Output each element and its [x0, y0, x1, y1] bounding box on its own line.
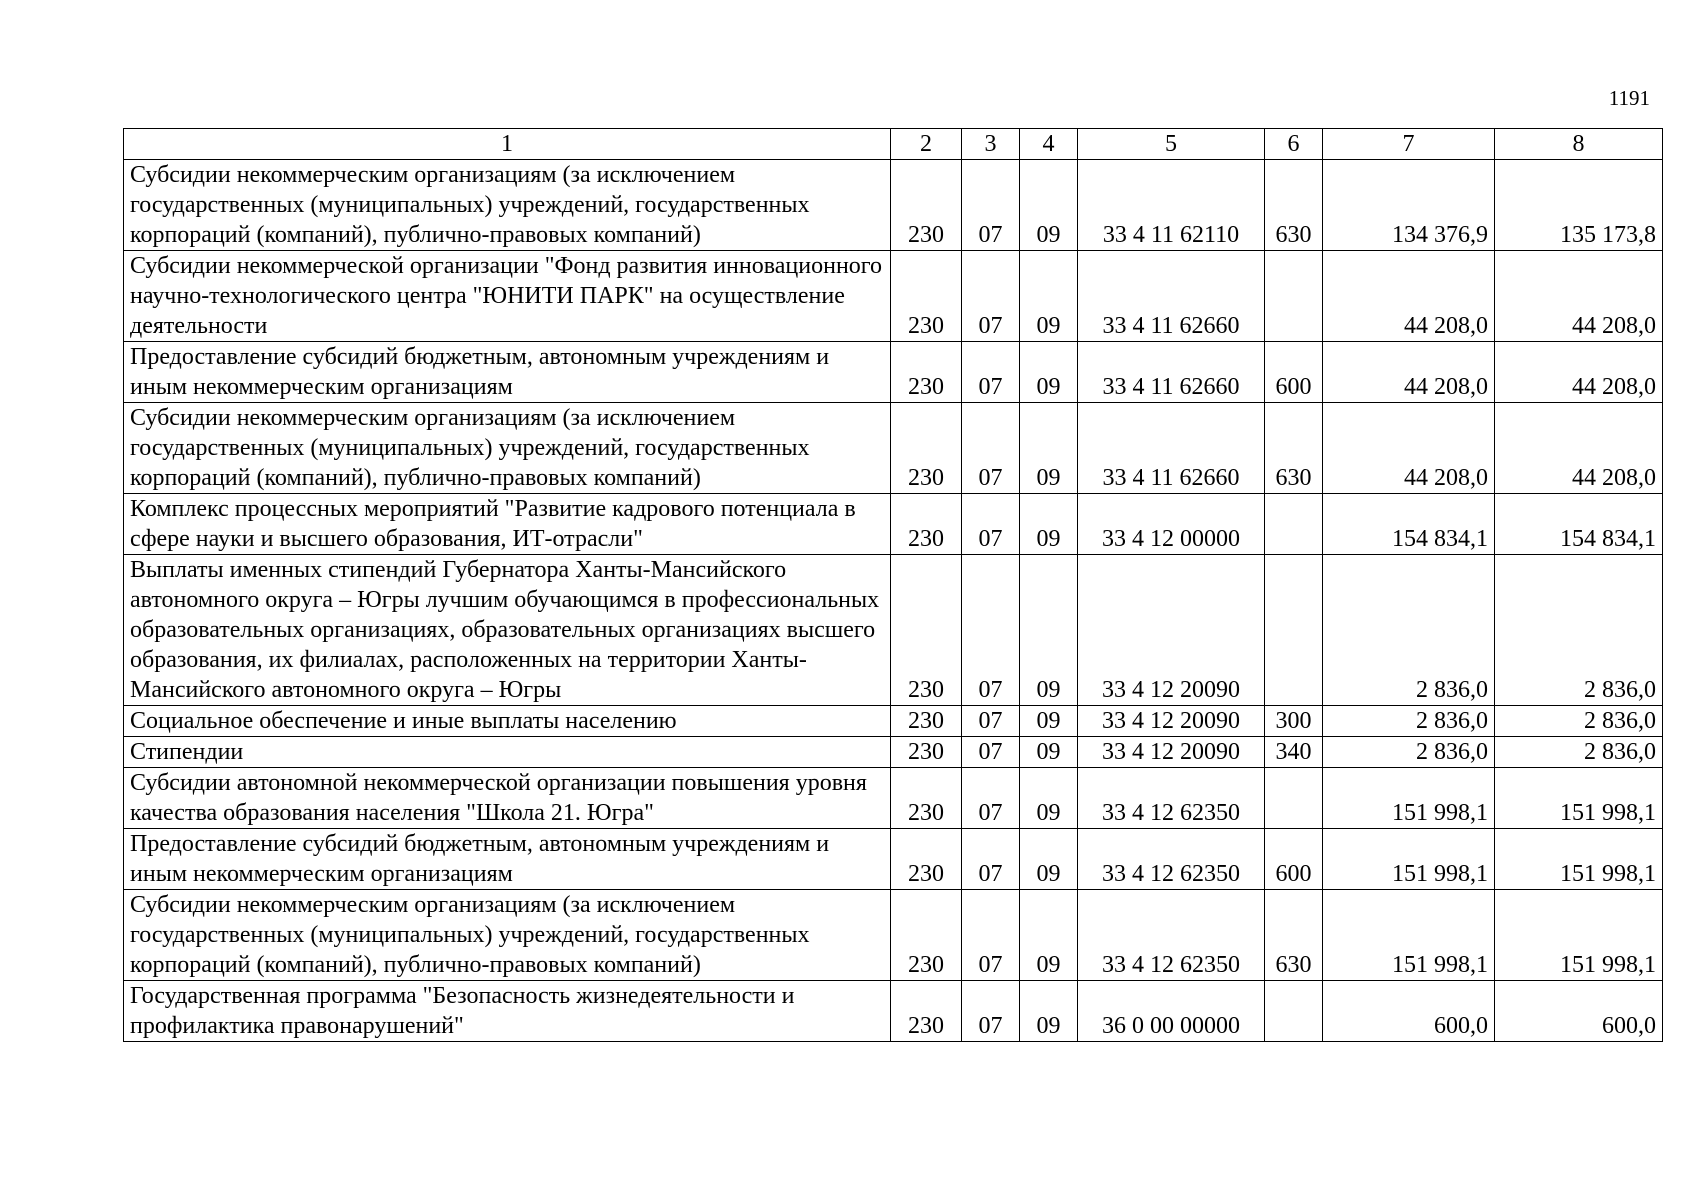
cell-ministry-code: 230: [891, 981, 962, 1042]
cell-subsection-code: 09: [1020, 768, 1078, 829]
table-row: [124, 494, 1663, 555]
cell-section-code: 07: [962, 555, 1020, 706]
cell-ministry-code: 230: [891, 890, 962, 981]
cell-subsection-code: 09: [1020, 706, 1078, 737]
cell-ministry-code: 230: [891, 555, 962, 706]
table-row: [124, 768, 1663, 829]
cell-expense-type-code: 630: [1265, 890, 1323, 981]
cell-expense-type-code: [1265, 981, 1323, 1042]
cell-amount-year-1: 2 836,0: [1323, 706, 1495, 737]
cell-name: Государственная программа "Безопасность жизнедеятельности и профилактика правонарушений": [124, 981, 891, 1042]
header-cell-3: 3: [962, 129, 1020, 160]
header-cell-5: 5: [1078, 129, 1265, 160]
table-row: [124, 706, 1663, 737]
cell-amount-year-1: 151 998,1: [1323, 829, 1495, 890]
cell-amount-year-2: 154 834,1: [1495, 494, 1663, 555]
cell-amount-year-2: 600,0: [1495, 981, 1663, 1042]
cell-section-code: 07: [962, 706, 1020, 737]
cell-target-article-code: 33 4 12 20090: [1078, 706, 1265, 737]
table-body: [124, 160, 1663, 1042]
table-row: [124, 555, 1663, 706]
table-row: [124, 737, 1663, 768]
cell-subsection-code: 09: [1020, 251, 1078, 342]
cell-target-article-code: 33 4 11 62660: [1078, 403, 1265, 494]
cell-amount-year-1: 600,0: [1323, 981, 1495, 1042]
cell-expense-type-code: 630: [1265, 160, 1323, 251]
cell-ministry-code: 230: [891, 768, 962, 829]
header-row: [124, 129, 1663, 160]
cell-target-article-code: 33 4 11 62660: [1078, 251, 1265, 342]
cell-section-code: 07: [962, 890, 1020, 981]
cell-amount-year-1: 134 376,9: [1323, 160, 1495, 251]
cell-amount-year-2: 44 208,0: [1495, 251, 1663, 342]
cell-target-article-code: 33 4 12 62350: [1078, 829, 1265, 890]
cell-amount-year-1: 2 836,0: [1323, 737, 1495, 768]
header-cell-7: 7: [1323, 129, 1495, 160]
cell-amount-year-1: 44 208,0: [1323, 251, 1495, 342]
table-header: [124, 129, 1663, 160]
cell-amount-year-1: 151 998,1: [1323, 768, 1495, 829]
header-cell-6: 6: [1265, 129, 1323, 160]
cell-expense-type-code: [1265, 555, 1323, 706]
cell-section-code: 07: [962, 494, 1020, 555]
cell-amount-year-2: 151 998,1: [1495, 829, 1663, 890]
page-number: 1191: [1608, 86, 1650, 110]
cell-section-code: 07: [962, 342, 1020, 403]
cell-target-article-code: 33 4 11 62660: [1078, 342, 1265, 403]
table-row: [124, 829, 1663, 890]
cell-amount-year-2: 151 998,1: [1495, 768, 1663, 829]
cell-ministry-code: 230: [891, 829, 962, 890]
cell-name: Субсидии некоммерческой организации "Фонд развития инновационного научно-технологического центра "ЮНИТИ ПАРК" на осуществление деятельности: [124, 251, 891, 342]
cell-expense-type-code: [1265, 494, 1323, 555]
header-cell-1: 1: [124, 129, 891, 160]
header-cell-8: 8: [1495, 129, 1663, 160]
cell-amount-year-2: 2 836,0: [1495, 706, 1663, 737]
cell-name: Комплекс процессных мероприятий "Развитие кадрового потенциала в сфере науки и высшего образования, ИТ-отрасли": [124, 494, 891, 555]
cell-ministry-code: 230: [891, 251, 962, 342]
cell-subsection-code: 09: [1020, 494, 1078, 555]
cell-name: Субсидии некоммерческим организациям (за исключением государственных (муниципальных) учреждений, государственных корпораций (компаний), публично-правовых компаний): [124, 160, 891, 251]
cell-amount-year-1: 44 208,0: [1323, 342, 1495, 403]
cell-expense-type-code: 600: [1265, 342, 1323, 403]
cell-ministry-code: 230: [891, 494, 962, 555]
cell-section-code: 07: [962, 403, 1020, 494]
cell-amount-year-1: 2 836,0: [1323, 555, 1495, 706]
budget-table: [123, 128, 1663, 1042]
header-cell-2: 2: [891, 129, 962, 160]
cell-expense-type-code: 630: [1265, 403, 1323, 494]
cell-amount-year-2: 2 836,0: [1495, 555, 1663, 706]
cell-name: Выплаты именных стипендий Губернатора Ханты-Мансийского автономного округа – Югры лучшим обучающимся в профессиональных образовательных организациях, образовательных организациях высшего образования, их филиалах, расположенных на территории Ханты-Мансийского автономного округа – Югры: [124, 555, 891, 706]
cell-expense-type-code: [1265, 768, 1323, 829]
cell-target-article-code: 33 4 11 62110: [1078, 160, 1265, 251]
table-row: [124, 981, 1663, 1042]
cell-expense-type-code: 600: [1265, 829, 1323, 890]
cell-name: Социальное обеспечение и иные выплаты населению: [124, 706, 891, 737]
cell-ministry-code: 230: [891, 706, 962, 737]
cell-section-code: 07: [962, 981, 1020, 1042]
cell-subsection-code: 09: [1020, 403, 1078, 494]
cell-expense-type-code: 340: [1265, 737, 1323, 768]
table-row: [124, 342, 1663, 403]
table-row: [124, 890, 1663, 981]
cell-subsection-code: 09: [1020, 890, 1078, 981]
cell-target-article-code: 33 4 12 00000: [1078, 494, 1265, 555]
cell-amount-year-1: 44 208,0: [1323, 403, 1495, 494]
cell-target-article-code: 36 0 00 00000: [1078, 981, 1265, 1042]
cell-name: Предоставление субсидий бюджетным, автономным учреждениям и иным некоммерческим организациям: [124, 829, 891, 890]
table-row: [124, 403, 1663, 494]
cell-subsection-code: 09: [1020, 829, 1078, 890]
cell-subsection-code: 09: [1020, 981, 1078, 1042]
cell-subsection-code: 09: [1020, 342, 1078, 403]
cell-name: Предоставление субсидий бюджетным, автономным учреждениям и иным некоммерческим организациям: [124, 342, 891, 403]
cell-name: Субсидии автономной некоммерческой организации повышения уровня качества образования населения "Школа 21. Югра": [124, 768, 891, 829]
cell-amount-year-2: 44 208,0: [1495, 342, 1663, 403]
cell-ministry-code: 230: [891, 160, 962, 251]
header-cell-4: 4: [1020, 129, 1078, 160]
cell-ministry-code: 230: [891, 342, 962, 403]
cell-section-code: 07: [962, 737, 1020, 768]
cell-target-article-code: 33 4 12 20090: [1078, 555, 1265, 706]
cell-section-code: 07: [962, 251, 1020, 342]
cell-ministry-code: 230: [891, 737, 962, 768]
cell-section-code: 07: [962, 829, 1020, 890]
table-row: [124, 251, 1663, 342]
cell-expense-type-code: 300: [1265, 706, 1323, 737]
cell-section-code: 07: [962, 768, 1020, 829]
cell-subsection-code: 09: [1020, 555, 1078, 706]
cell-target-article-code: 33 4 12 20090: [1078, 737, 1265, 768]
cell-expense-type-code: [1265, 251, 1323, 342]
cell-amount-year-1: 154 834,1: [1323, 494, 1495, 555]
cell-target-article-code: 33 4 12 62350: [1078, 768, 1265, 829]
cell-name: Субсидии некоммерческим организациям (за исключением государственных (муниципальных) учреждений, государственных корпораций (компаний), публично-правовых компаний): [124, 403, 891, 494]
cell-subsection-code: 09: [1020, 737, 1078, 768]
cell-amount-year-2: 151 998,1: [1495, 890, 1663, 981]
cell-name: Стипендии: [124, 737, 891, 768]
cell-name: Субсидии некоммерческим организациям (за исключением государственных (муниципальных) учреждений, государственных корпораций (компаний), публично-правовых компаний): [124, 890, 891, 981]
cell-ministry-code: 230: [891, 403, 962, 494]
cell-section-code: 07: [962, 160, 1020, 251]
cell-amount-year-2: 135 173,8: [1495, 160, 1663, 251]
table-row: [124, 160, 1663, 251]
cell-amount-year-2: 2 836,0: [1495, 737, 1663, 768]
cell-target-article-code: 33 4 12 62350: [1078, 890, 1265, 981]
cell-subsection-code: 09: [1020, 160, 1078, 251]
cell-amount-year-2: 44 208,0: [1495, 403, 1663, 494]
cell-amount-year-1: 151 998,1: [1323, 890, 1495, 981]
